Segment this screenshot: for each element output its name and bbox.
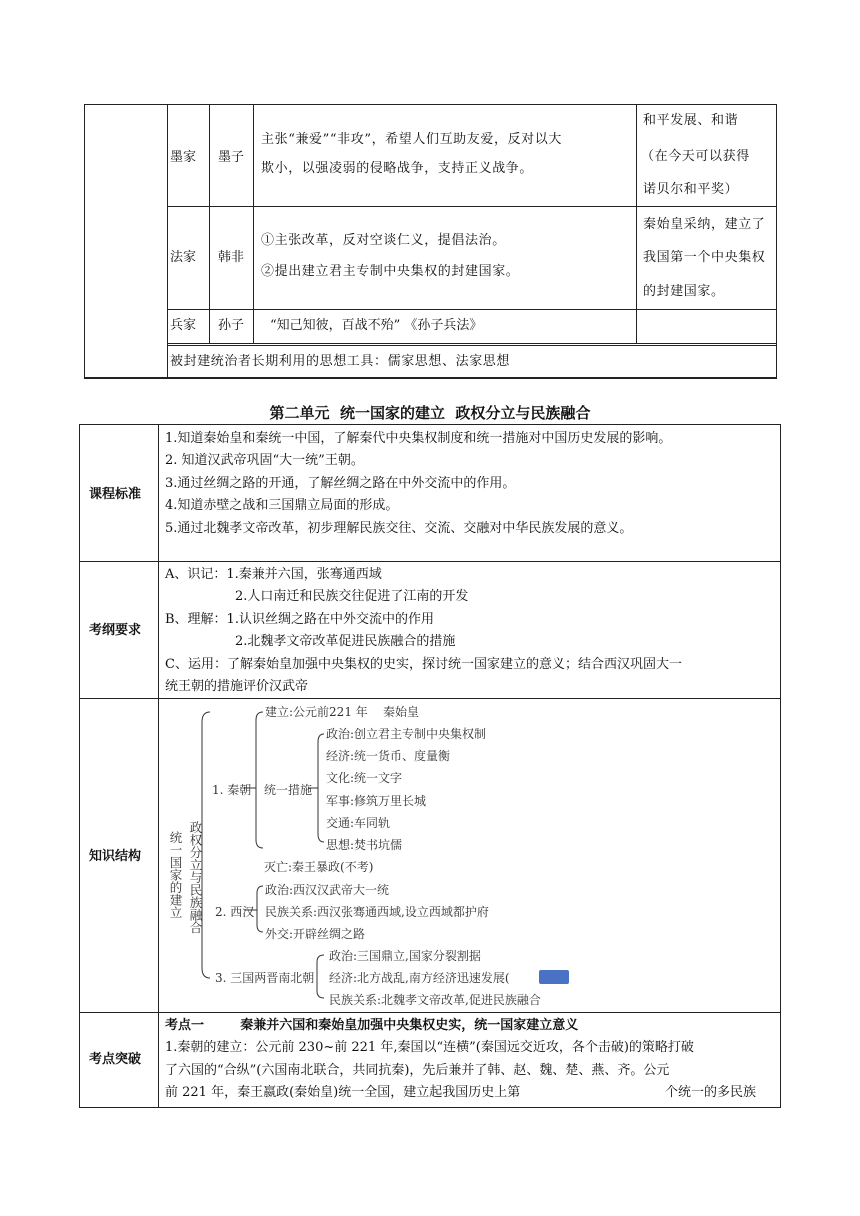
focus-line: 了六国的“合纵”(六国南北联合，共同抗秦)，先后兼并了韩、赵、魏、楚、燕、齐。公元 [165,1063,670,1078]
standard-line: 2. 知道汉武帝巩固“大一统”王朝。 [165,453,364,468]
label-structure: 知识结构 [89,849,142,864]
person-hanfei: 韩非 [218,250,245,265]
syllabus-line: 统王朝的措施评价汉武帝 [165,679,309,694]
qin-measures-label: 统一措施 [264,783,313,797]
qin-measure: 政治:创立君主专制中央集权制 [326,727,487,741]
idea-line: ②提出建立君主专制中央集权的封建国家。 [261,264,520,279]
three-item: 经济:北方战乱,南方经济迅速发展( [329,971,510,985]
syllabus-line: 2.人口南迁和民族交往促进了江南的开发 [235,589,469,604]
label-focus: 考点突破 [89,1052,142,1067]
highlight-mark [539,970,569,984]
qin-measure: 文化:统一文字 [326,771,403,785]
three-item: 民族关系:北魏孝文帝改革,促进民族融合 [329,993,541,1007]
standard-line: 3.通过丝绸之路的开通，了解丝绸之路在中外交流中的作用。 [165,476,516,491]
qin-measure: 思想:焚书坑儒 [326,838,403,852]
idea-line: 欺小，以强凌弱的侵略战争，支持正义战争。 [261,161,534,176]
impact-line: （在今天可以获得 [641,149,750,164]
school-military: 兵家 [170,318,197,333]
impact-line: 我国第一个中央集权 [643,250,766,265]
school-mohism: 墨家 [170,150,197,165]
root-right-title: 政权分立与民族融合 [188,821,203,934]
qin-measure: 经济:统一货币、度量衡 [326,749,451,763]
standard-line: 1.知道秦始皇和秦统一中国，了解秦代中央集权制度和统一措施对中国历史发展的影响。 [165,431,672,446]
qin-measure: 交通:车同轨 [326,816,391,830]
impact-line: 诺贝尔和平奖） [643,182,739,197]
person-mozi: 墨子 [218,150,245,165]
idea-line: ①主张改革，反对空谈仁义，提倡法治。 [261,233,506,248]
branch-qin: 1. 秦朝 [212,783,252,797]
impact-line: 秦始皇采纳，建立了 [643,217,766,232]
idea-line: 主张“兼爱”“非攻”，希望人们互助友爱，反对以大 [261,132,562,147]
standard-line: 5.通过北魏孝文帝改革，初步理解民族交往、交流、交融对中华民族发展的意义。 [165,521,633,536]
person-sunzi: 孙子 [218,318,245,333]
branch-han: 2. 西汉 [215,905,255,919]
school-legalism: 法家 [170,250,197,265]
han-item: 外交:开辟丝绸之路 [265,927,366,941]
impact-line: 和平发展、和谐 [643,113,739,128]
qin-measure: 军事:修筑万里长城 [326,794,427,808]
syllabus-line: 2.北魏孝文帝改革促进民族融合的措施 [235,634,456,649]
top-table-footer: 被封建统治者长期利用的思想工具：儒家思想、法家思想 [170,354,511,369]
han-item: 民族关系:西汉张骞通西域,设立西域都护府 [265,905,489,919]
focus-heading: 考点一 秦兼并六国和秦始皇加强中央集权史实，统一国家建立意义 [165,1018,579,1033]
branch-three-kingdoms: 3. 三国两晋南北朝 [215,971,315,985]
standard-line: 4.知道赤壁之战和三国鼎立局面的形成。 [165,498,399,513]
qin-founding: 建立:公元前221 年 秦始皇 [265,705,420,719]
idea-line: “知己知彼，百战不殆” 《孙子兵法》 [270,318,483,333]
label-standard: 课程标准 [89,487,142,502]
focus-line: 1.秦朝的建立：公元前 230~前 221 年,秦国以“连横”(秦国远交近攻，各个击破)的策略打破 [165,1040,694,1055]
focus-line: 个统一的多民族 [665,1085,757,1100]
syllabus-line: A、识记：1.秦兼并六国，张骞通西域 [165,567,382,582]
qin-fall: 灭亡:秦王暴政(不考) [264,860,374,874]
impact-line: 的封建国家。 [643,284,725,299]
unit-title: 第二单元 统一国家的建立 政权分立与民族融合 [269,404,591,422]
syllabus-line: B、理解：1.认识丝绸之路在中外交流中的作用 [165,612,434,627]
root-left-title: 统一国家的建立 [168,831,183,919]
syllabus-line: C、运用：了解秦始皇加强中央集权的史实，探讨统一国家建立的意义；结合西汉巩固大一 [165,657,682,672]
three-item: 政治:三国鼎立,国家分裂割据 [329,949,481,963]
label-syllabus: 考纲要求 [89,623,142,638]
focus-line: 前 221 年，秦王嬴政(秦始皇)统一全国，建立起我国历史上第 [165,1085,521,1100]
han-item: 政治:西汉汉武帝大一统 [265,883,390,897]
